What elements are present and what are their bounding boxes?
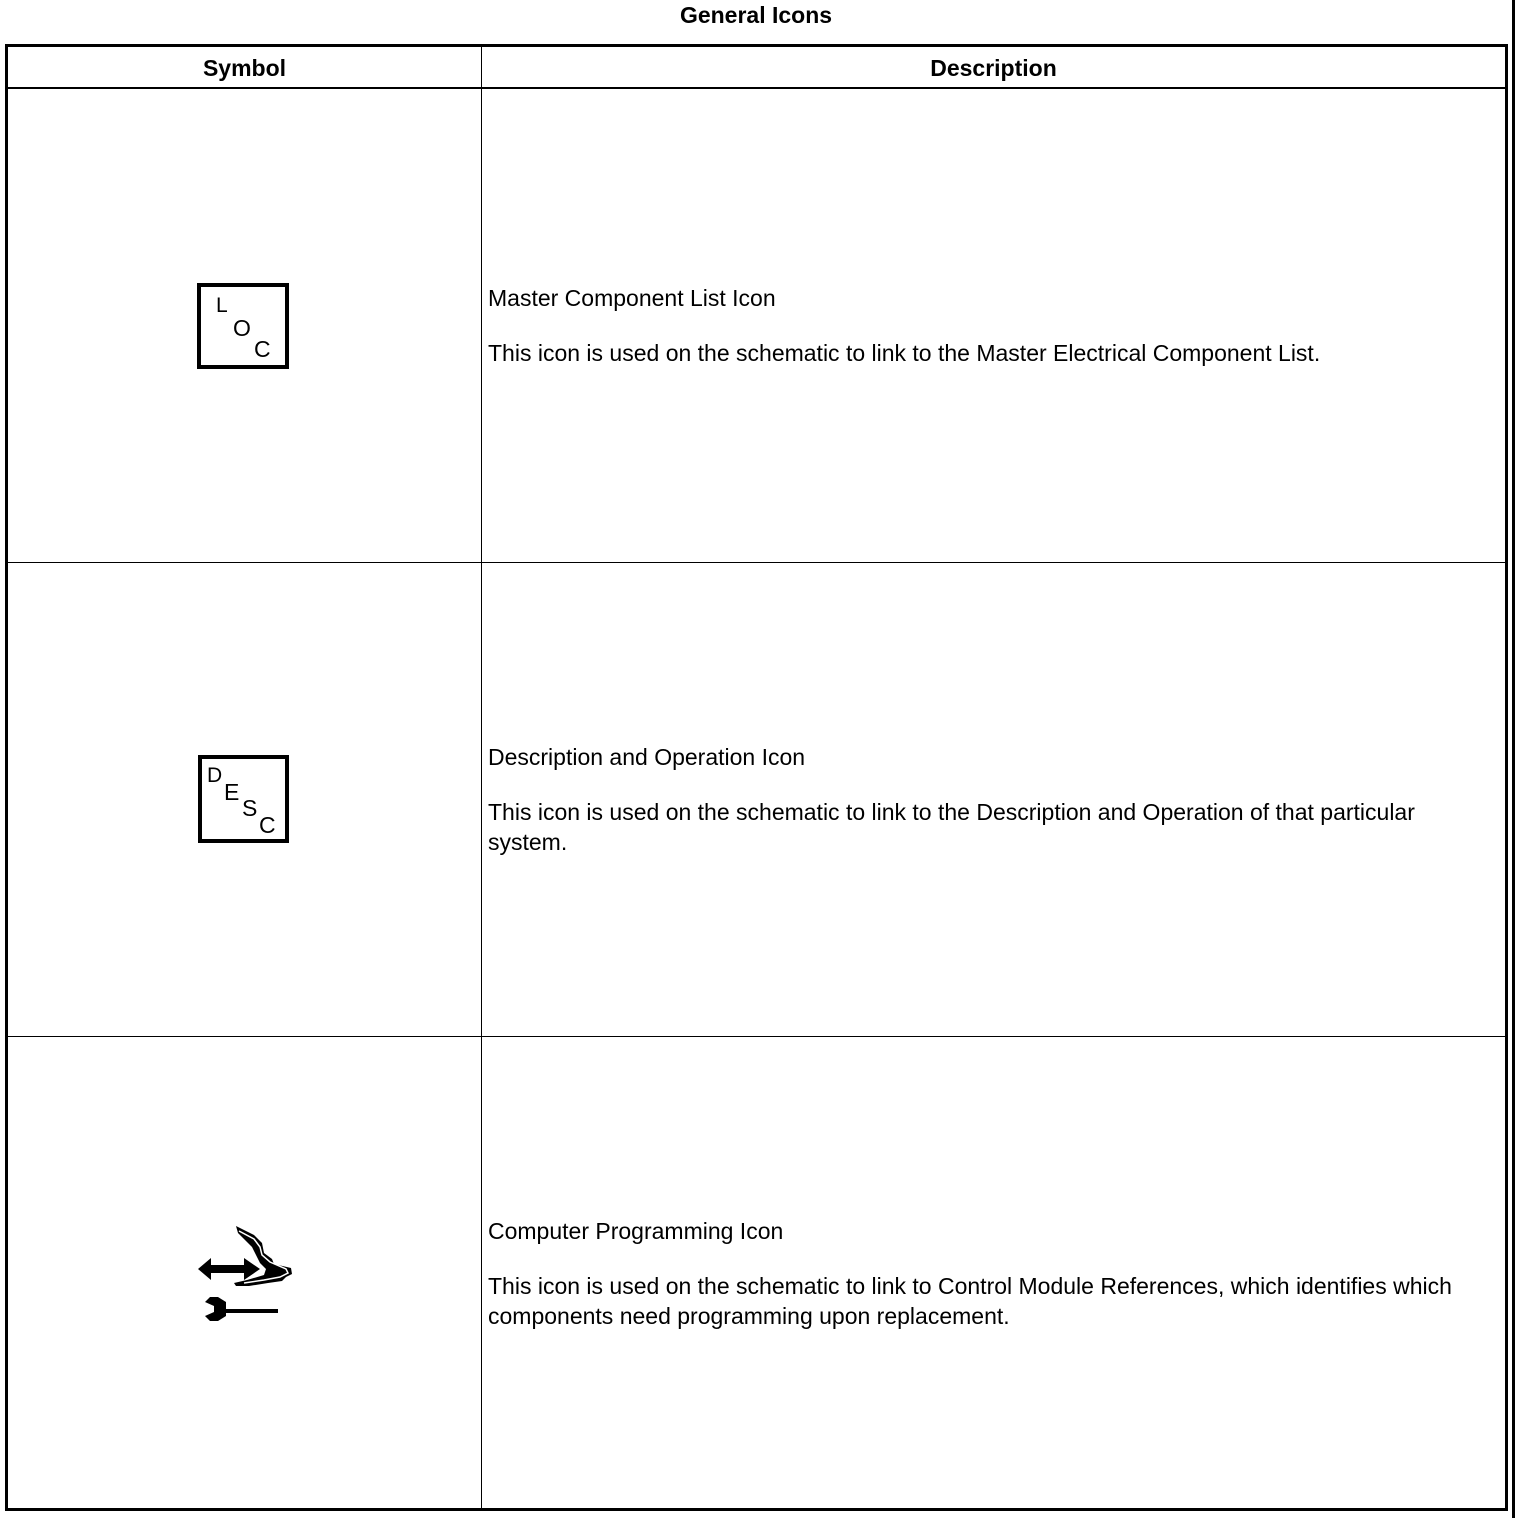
loc-icon-letter-o: O — [233, 315, 251, 341]
icon-description: This icon is used on the schematic to link to the Master Electrical Component List. — [488, 340, 1321, 366]
table-row — [8, 1037, 1505, 1510]
wrench-shape — [205, 1297, 278, 1321]
icon-description: This icon is used on the schematic to link to the Description and Operation of that particular system. — [488, 799, 1415, 855]
page-title: General Icons — [679, 2, 833, 28]
loc-icon — [197, 283, 289, 369]
table-row — [8, 89, 1505, 563]
table-row — [8, 563, 1505, 1037]
icon-title: Master Component List Icon — [488, 285, 776, 311]
loc-icon-letter-l: L — [216, 294, 228, 317]
desc-icon-letter-e: E — [224, 779, 240, 805]
icon-description: This icon is used on the schematic to link to Control Module References, which identifies which components need programming upon replacement. — [488, 1273, 1452, 1329]
symbol-cell — [8, 1037, 481, 1510]
description-cell — [488, 89, 1500, 562]
description-cell — [488, 563, 1500, 1036]
column-divider — [481, 47, 482, 1508]
description-cell — [488, 1037, 1500, 1510]
page-edge-line — [1512, 0, 1515, 1518]
symbol-cell — [8, 563, 481, 1036]
general-icons-table — [5, 44, 1508, 1511]
symbol-cell — [8, 89, 481, 562]
loc-icon-letter-c: C — [254, 336, 271, 362]
table-header-row — [8, 47, 1505, 89]
symbol-column-header: Symbol — [202, 55, 287, 81]
computer-programming-icon — [194, 1223, 294, 1327]
desc-icon — [198, 755, 289, 843]
desc-icon-letter-d: D — [207, 764, 223, 787]
double-arrow — [198, 1258, 260, 1280]
icon-title: Computer Programming Icon — [488, 1218, 784, 1244]
description-column-header: Description — [930, 55, 1057, 81]
desc-icon-letter-c: C — [259, 812, 276, 838]
icon-title: Description and Operation Icon — [488, 744, 806, 770]
desc-icon-letter-s: S — [242, 795, 258, 821]
